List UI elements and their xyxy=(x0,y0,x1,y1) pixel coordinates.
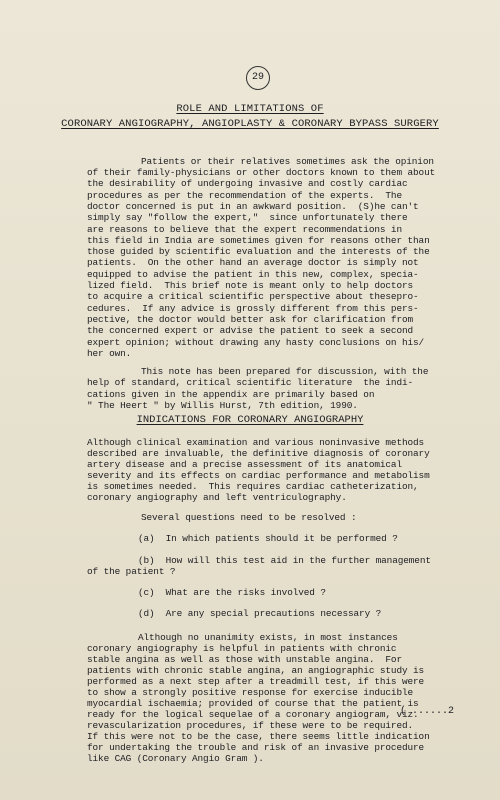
para3-line: severity and its effects on cardiac performance and metabolism xyxy=(87,470,430,481)
para4-line: myocardial ischaemia; provided of course that the patient is xyxy=(87,698,419,709)
para1-line: are reasons to believe that the expert recommendations in xyxy=(87,224,402,235)
question-a: (a) In which patients should it be performed ? xyxy=(138,533,398,544)
para2-line: cations given in the appendix are primarily based on xyxy=(87,389,375,400)
indications-heading: INDICATIONS FOR CORONARY ANGIOGRAPHY xyxy=(136,414,364,426)
para1-line: patients. On the other hand an average doctor is simply not xyxy=(87,257,419,268)
para2-line: " The Heert " by Willis Hurst, 7th edition, 1990. xyxy=(87,400,358,411)
para1-line: equipped to advise the patient in this new, complex, specia- xyxy=(87,269,419,280)
para1-line: cedures. If any advice is grossly different from this pers- xyxy=(87,303,419,314)
para4-line: coronary angiography is helpful in patients with chronic xyxy=(87,643,397,654)
para3-line: is sometimes needed. This requires cardiac catheterization, xyxy=(87,481,419,492)
para4-line: If this were not to be the case, there seems little indication xyxy=(87,731,430,742)
question-c: (c) What are the risks involved ? xyxy=(138,587,326,598)
para1-line: pective, the doctor would better ask for clarification from xyxy=(87,314,414,325)
para4-line: for undertaking the trouble and risk of an invasive procedure xyxy=(87,742,425,753)
para1-line: to acquire a critical scientific perspective about thesepro- xyxy=(87,291,419,302)
para4-line: performed as a next step after a treadmill test, if this were xyxy=(87,676,425,687)
document-title-line1: ROLE AND LIMITATIONS OF xyxy=(176,103,324,115)
para3-line: coronary angiography and left ventriculography. xyxy=(87,492,347,503)
questions-intro: Several questions need to be resolved : xyxy=(141,512,357,523)
para4-line: ready for the logical sequelae of a coronary angiogram, viz. xyxy=(87,709,419,720)
para3-line: artery disease and a precise assessment of its anatomical xyxy=(87,459,402,470)
para4-line: revascularization procedures, if these were to be required. xyxy=(87,720,414,731)
question-d: (d) Are any special precautions necessary ? xyxy=(138,608,382,619)
para1-line: the desirability of undergoing invasive and costly cardiac xyxy=(87,178,408,189)
para1-line: expert opinion; without drawing any hasty conclusions on his/ xyxy=(87,337,425,348)
para1-line: doctor concerned is put in an awkward position. (S)he can't xyxy=(87,201,419,212)
continued-marker: ( ......2 xyxy=(400,706,455,717)
para1-line: this field in India are sometimes given for reasons other than xyxy=(87,235,430,246)
question-b-line: (b) How will this test aid in the further management xyxy=(138,555,431,566)
para3-line: Although clinical examination and various noninvasive methods xyxy=(87,437,425,448)
para1-line: the concerned expert or advise the patient to seek a second xyxy=(87,325,414,336)
document-title-line2: CORONARY ANGIOGRAPHY, ANGIOPLASTY & CORONARY BYPASS SURGERY xyxy=(61,118,439,130)
question-b-line: of the patient ? xyxy=(87,566,176,577)
para4-line: Although no unanimity exists, in most instances xyxy=(138,632,398,643)
para1-line: those guided by scientific evaluation and the interests of the xyxy=(87,246,430,257)
para4-line: stable angina as well as those with unstable angina. For xyxy=(87,654,402,665)
page-number: 29 xyxy=(246,66,270,90)
para1-line: of their family-physicians or other doctors known to them about xyxy=(87,167,436,178)
para1-line: her own. xyxy=(87,348,132,359)
para3-line: described are invaluable, the definitive diagnosis of coronary xyxy=(87,448,430,459)
para2-line: This note has been prepared for discussion, with the xyxy=(141,366,429,377)
para1-line: lized field. This brief note is meant only to help doctors xyxy=(87,280,414,291)
para1-line: Patients or their relatives sometimes ask the opinion xyxy=(141,156,434,167)
para4-line: like CAG (Coronary Angio Gram ). xyxy=(87,753,264,764)
para1-line: procedures as per the recommendation of the experts. The xyxy=(87,190,402,201)
para4-line: to show a strongly positive response for exercise inducible xyxy=(87,687,414,698)
para2-line: help of standard, critical scientific literature the indi- xyxy=(87,377,414,388)
para4-line: patients with chronic stable angina, an angiographic study is xyxy=(87,665,425,676)
para1-line: simply say "follow the expert," since unfortunately there xyxy=(87,212,408,223)
